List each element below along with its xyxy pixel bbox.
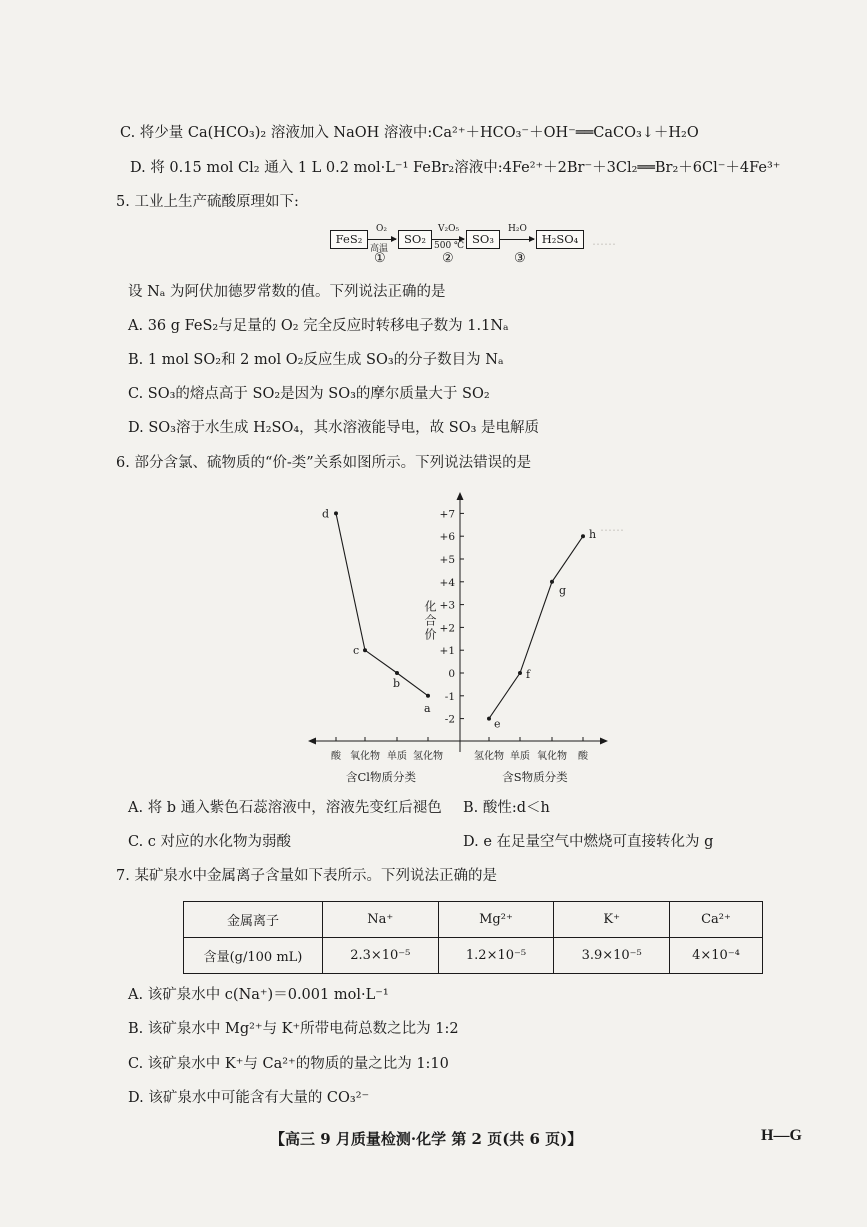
y-tick-label: -2 (444, 713, 455, 726)
table-cell: K⁺ (554, 902, 670, 938)
y-tick-label: +5 (439, 554, 455, 566)
data-point (581, 534, 585, 538)
flow-below-1: 高温 (370, 244, 389, 254)
q7-option-a: A. 该矿泉水中 c(Na⁺)＝0.001 mol·L⁻¹ (128, 987, 389, 1003)
q6-stem: 6. 部分含氯、硫物质的“价-类”关系如图所示。下列说法错误的是 (116, 455, 532, 471)
y-tick-label: +7 (439, 508, 455, 521)
table-cell: 4×10⁻⁴ (670, 938, 763, 974)
y-axis-label: 化合价 (423, 600, 437, 642)
table-cell: 金属离子 (184, 902, 323, 938)
table-cell: Na⁺ (322, 902, 438, 938)
paper-code: H—G (761, 1127, 802, 1144)
x-tick-label: 氢化物 (474, 751, 504, 762)
y-axis-arrow (457, 492, 464, 500)
data-point-label: h (589, 528, 597, 542)
q6-option-c: C. c 对应的水化物为弱酸 (128, 834, 292, 850)
table-cell: 3.9×10⁻⁵ (554, 938, 670, 974)
x-tick-label: 氧化物 (350, 751, 380, 762)
data-point (518, 671, 522, 675)
data-point (550, 580, 554, 584)
x-axis-left-arrow (308, 738, 316, 745)
flow-step-2: ② (442, 251, 454, 266)
x-group-label-cl: 含Cl物质分类 (346, 770, 416, 784)
q4-option-d: D. 将 0.15 mol Cl₂ 通入 1 L 0.2 mol·L⁻¹ FeBr₂溶液中:4Fe²⁺＋2Br⁻＋3Cl₂══Br₂＋6Cl⁻＋4Fe³⁺ (130, 160, 781, 176)
x-axis-right-arrow (600, 738, 608, 745)
data-point-label: f (526, 668, 531, 681)
flow-arrow-2 (432, 239, 464, 240)
flow-above-3: H₂O (508, 224, 527, 234)
flow-step-3: ③ (514, 251, 526, 266)
q5-option-a: A. 36 g FeS₂与足量的 O₂ 完全反应时转移电子数为 1.1Nₐ (128, 318, 509, 334)
q6-option-a: A. 将 b 通入紫色石蕊溶液中，溶液先变红后褪色 (128, 800, 442, 816)
x-tick-label: 单质 (387, 751, 407, 762)
data-point-label: d (322, 507, 330, 521)
q5-lead: 设 Nₐ 为阿伏加德罗常数的值。下列说法正确的是 (128, 284, 446, 300)
flow-box-fes2: FeS₂ (330, 230, 368, 249)
q5-option-d: D. SO₃溶于水生成 H₂SO₄，其水溶液能导电，故 SO₃ 是电解质 (128, 420, 540, 436)
table-cell: 1.2×10⁻⁵ (438, 938, 554, 974)
data-point (363, 648, 367, 652)
flow-below-2: 500 ℃ (434, 241, 465, 251)
q7-option-c: C. 该矿泉水中 K⁺与 Ca²⁺的物质的量之比为 1:10 (128, 1056, 449, 1072)
y-tick-label: +6 (439, 531, 455, 544)
bleed-text: …… (592, 234, 616, 248)
x-group-label-s: 含S物质分类 (502, 770, 568, 784)
y-tick-label: +2 (439, 622, 455, 635)
table-cell: Ca²⁺ (670, 902, 763, 938)
data-point (487, 717, 491, 721)
bleed-text: …… (600, 520, 624, 534)
q6-option-d: D. e 在足量空气中燃烧可直接转化为 g (463, 834, 714, 850)
y-tick-label: +3 (439, 599, 455, 612)
table-cell: Mg²⁺ (438, 902, 554, 938)
q7-option-b: B. 该矿泉水中 Mg²⁺与 K⁺所带电荷总数之比为 1:2 (128, 1021, 459, 1037)
x-tick-label: 单质 (510, 751, 530, 762)
page-footer: 【高三 9 月质量检测·化学 第 2 页(共 6 页)】 (270, 1130, 583, 1148)
q5-option-c: C. SO₃的熔点高于 SO₂是因为 SO₃的摩尔质量大于 SO₂ (128, 386, 490, 402)
data-point (426, 694, 430, 698)
y-tick-label: -1 (444, 690, 455, 703)
flow-arrow-3 (500, 239, 534, 240)
flow-above-2: V₂O₅ (438, 224, 460, 234)
flow-arrow-1 (368, 239, 396, 240)
flow-step-1: ① (374, 251, 386, 266)
x-tick-label: 氢化物 (413, 751, 443, 762)
table-cell: 含量(g/100 mL) (184, 938, 323, 974)
table-row (184, 902, 763, 938)
q5-stem: 5. 工业上生产硫酸原理如下: (116, 194, 299, 210)
data-point (334, 511, 338, 515)
q7-option-d: D. 该矿泉水中可能含有大量的 CO₃²⁻ (128, 1090, 370, 1106)
data-point (395, 671, 399, 675)
series-line (489, 536, 583, 718)
q5-option-b: B. 1 mol SO₂和 2 mol O₂反应生成 SO₃的分子数目为 Nₐ (128, 352, 504, 368)
x-tick-label: 酸 (578, 751, 588, 762)
data-point-label: e (494, 717, 501, 731)
x-tick-label: 氧化物 (537, 751, 567, 762)
y-tick-label: 0 (448, 668, 455, 680)
q7-stem: 7. 某矿泉水中金属离子含量如下表所示。下列说法正确的是 (116, 868, 497, 884)
table-row (184, 938, 763, 974)
data-point-label: c (353, 644, 360, 658)
data-point-label: a (424, 701, 431, 715)
flow-box-h2so4: H₂SO₄ (536, 230, 584, 249)
y-tick-label: +4 (439, 576, 455, 589)
flow-above-1: O₂ (376, 224, 387, 234)
flow-box-so3: SO₃ (466, 230, 500, 249)
table-cell: 2.3×10⁻⁵ (322, 938, 438, 974)
data-point-label: g (559, 583, 567, 597)
q6-option-b: B. 酸性:d＜h (463, 800, 550, 816)
sulfuric-acid-flow (330, 224, 590, 269)
series-line (336, 513, 428, 695)
x-tick-label: 酸 (331, 751, 341, 762)
y-tick-label: +1 (439, 645, 455, 658)
flow-box-so2: SO₂ (398, 230, 432, 249)
ion-content-table (183, 901, 763, 974)
data-point-label: b (393, 677, 401, 690)
q4-option-c: C. 将少量 Ca(HCO₃)₂ 溶液加入 NaOH 溶液中:Ca²⁺＋HCO₃⁻＋OH⁻══CaCO₃↓＋H₂O (120, 125, 699, 141)
